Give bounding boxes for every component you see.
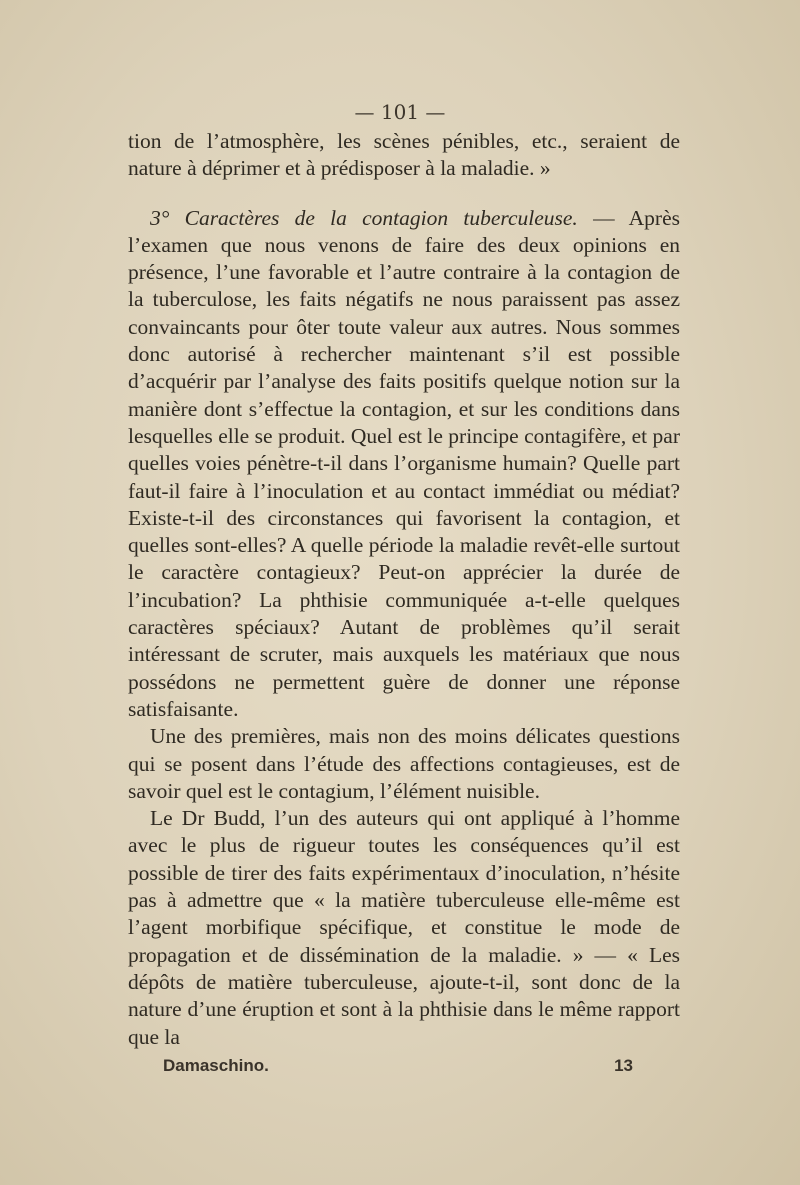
body-text [128,128,680,1051]
footer-signature-mark: 13 [614,1056,633,1075]
paragraph-budd: Le Dr Budd, l’un des auteurs qui ont appliqué à l’homme avec le plus de rigueur toutes les conséquences qu’il est possible de tirer des faits expérimentaux d’inoculation, n’hésite pas à admettre que « la matière tuberculeuse elle-même est l’agent morbifique spécifique, et constitue le mode de propagation et de dissémination de la maladie. » — « Les dépôts de matière tuberculeuse, ajoute-t-il, sont donc de la nature d’une éruption et sont à la phthisie dans le même rapport que la [128,806,680,1049]
footer-author: Damaschino. [163,1056,269,1075]
paragraph-contagium: Une des premières, mais non des moins délicates questions qui se posent dans l’étude des affections contagieuses, est de savoir quel est le contagium, l’élément nuisible. [128,724,680,803]
paragraph-continuation: tion de l’atmosphère, les scènes pénibles, etc., seraient de nature à déprimer et à prédisposer à la maladie. » [128,129,680,181]
page-number: — 101 — [354,100,446,124]
paragraph-section-3 [128,205,680,724]
section-heading: 3° Caractères de la contagion tuberculeuse. [150,205,578,230]
section-body: — Après l’examen que nous venons de faire des deux opinions en présence, l’une favorable et l’autre contraire à la contagion de la tuberculose, les faits négatifs ne nous paraissent pas assez convaincants pour ôter toute valeur aux autres. Nous sommes donc autorisé à rechercher maintenant s’il est possible d’acquérir par l’analyse des faits positifs quelque notion sur la manière dont s’effectue la contagion, et sur les conditions dans lesquelles elle se produit. Quel est le principe contagifère, et par quelles voies pénètre-t-il dans l’organisme humain? Quelle part faut-il faire à l’inoculation et au contact immédiat ou médiat? Existe-t-il des circonstances qui favorisent la contagion, et quelles sont-elles? A quelle période la maladie revêt-elle surtout le caractère contagieux? Peut-on apprécier la durée de l’incubation? La phthisie communiquée a-t-elle quelques caractères spéciaux? Autant de problèmes qu’il serait intéressant de scruter, mais auxquels les matériaux que nous possédons ne permettent guère de donner une réponse satisfaisante. [128,205,680,721]
page-footer [163,1056,633,1076]
